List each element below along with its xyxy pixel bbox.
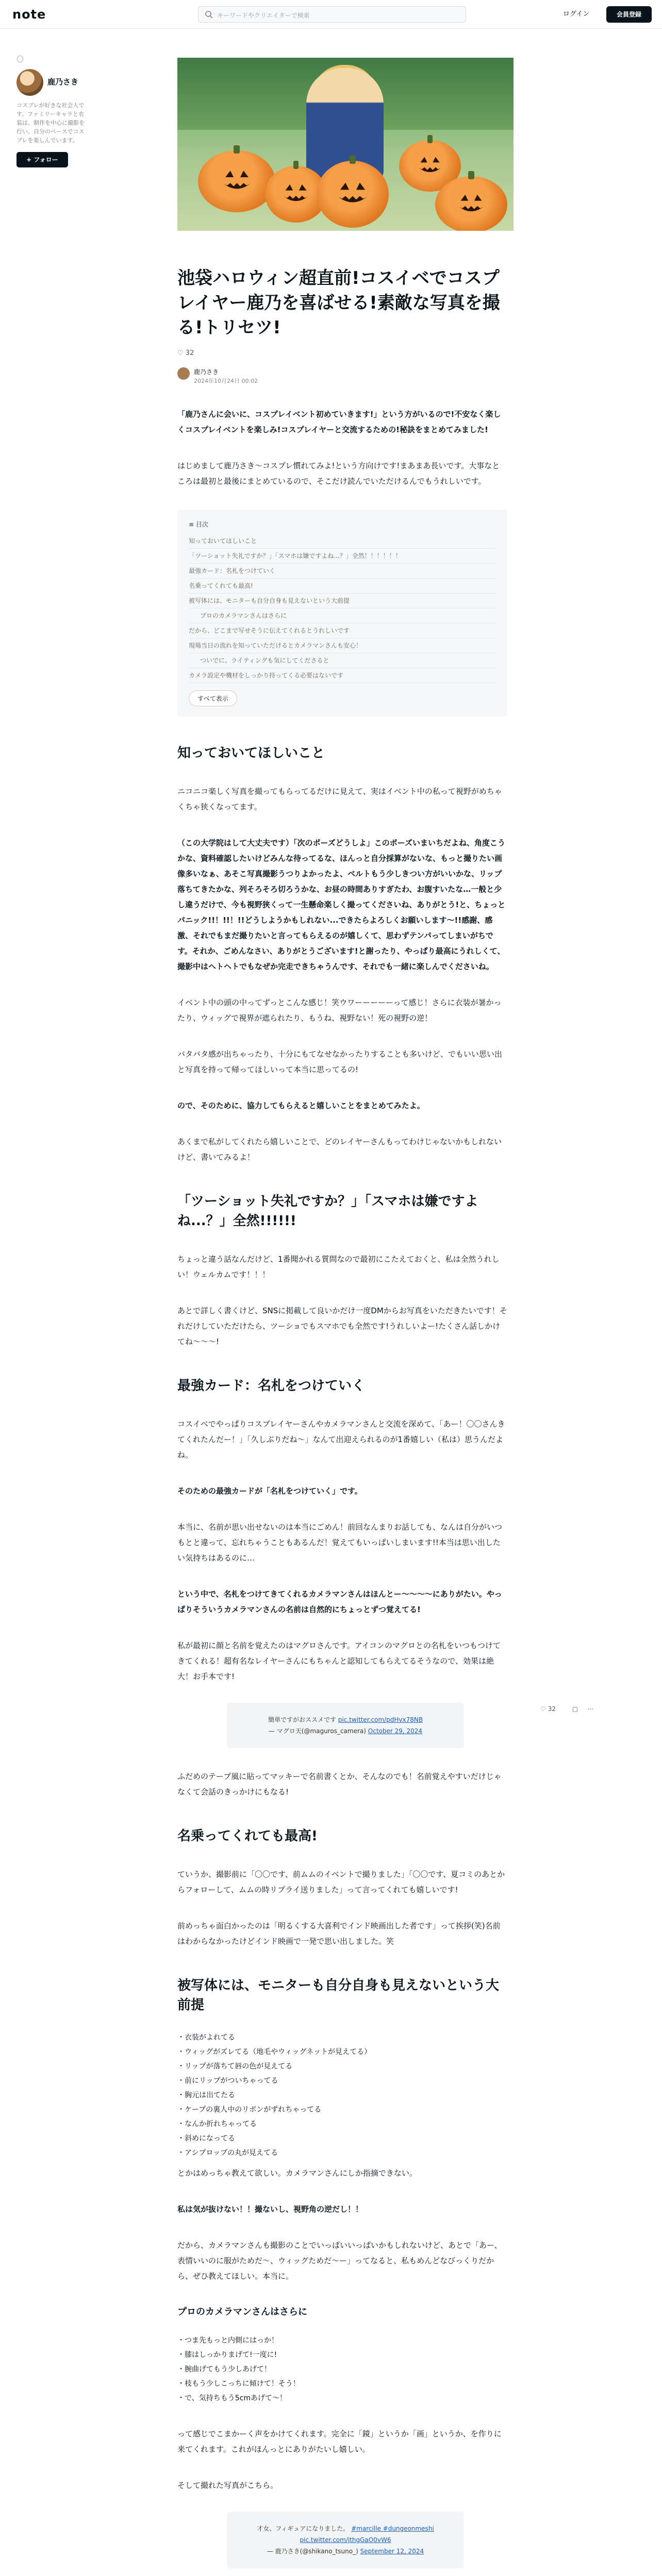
tweet-body: 才女、フィギュアになりました。 [257,2525,350,2532]
pumpkin-image [435,176,507,231]
heading-two-shot: 「ツーショット失礼ですか？」「スマホは嫌ですよね...？」全然!!!!!! [177,1194,478,1229]
top-header [0,0,662,29]
list-item: ・前にリップがついちゃってる [177,2077,278,2085]
magazine-icon: 〇 [16,56,24,64]
floating-actions [540,1705,601,1713]
bold-text: そのための最強カードが「名札をつけていく」です。 [177,1486,362,1496]
heading-know: 知っておいてほしいこと [177,745,325,761]
list-item: ・ウィッグがズレてる（地毛やウィッグネットが見えてる） [177,2048,372,2056]
toc-item[interactable]: だから、どこまで写せそうに伝えてくれるとうれしいです [189,623,496,638]
author-row [177,367,514,386]
bold-text: ので、そのために、協力してもらえると嬉しいことをまとめてみたよ。 [177,1101,425,1110]
toc-item[interactable]: ついでに、ライティングも気にしてくださると [189,653,496,668]
bold-text: という中で、名札をつけてきてくれるカメラマンさんはほんとー〜〜〜〜にありがたい。やっぱりそういうカメラマンさんの名前は自然的にちょっとずつ覚えてる! [177,1589,502,1614]
like-count[interactable]: ♡ 32 [177,349,194,357]
paragraph: 本当に、名前が思い出せないのは本当にごめん！前回なんまりお話しても、なんは自分がいつもとと違って、忘れちゃうこともあるんだ！覚えてもいっぱいしまいます!!本当は思い出したい気持ちはあるのに… [177,1522,503,1563]
paragraph: ふだめのテープ風に貼ってマッキーで名前書くとか、そんなのでも！名前覚えやすいだけじゃなくて会話のきっかけにもなる! [177,1772,502,1797]
toc-item[interactable]: 最強カード：名札をつけていく [189,564,496,579]
tweet-link[interactable]: pic.twitter.com/jthgGaO0vW6 [300,2536,391,2544]
toc-item[interactable]: 「ツーショット失礼ですか？」「スマホは嫌ですよね...？」全然！！！！！！ [189,549,496,564]
paragraph: 前めっちゃ面白かったのは「明るくする大喜利でインド映画出した者です」って挨拶(笑)名前はわからなかったけどインド映画で一発で思い出しました。笑 [177,1921,501,1946]
toc-item[interactable]: 知っておいてほしいこと [189,534,496,549]
article-column [177,58,514,2576]
publish-date: 2024年10月24日 00:02 [194,378,258,384]
paragraph: 私が最初に顔と名前を覚えたのはマグロさんです。アイコンのマグロとの名札をいつもつけてきてくれる！超有名なレイヤーさんにもちゃんと認知してもらえてるそうなので、効果は絶大！お手本です! [177,1641,501,1681]
pumpkin-image [317,161,389,228]
jack-o-lantern-face-icon [280,183,311,206]
list-item: ・膝はしっかりまげて!一度に! [177,2351,277,2359]
jack-o-lantern-face-icon [453,193,489,216]
paragraph: コスイベでやっぱりコスプレイヤーさんやカメラマンさんと交流を深めて、「あー！〇〇さんきてくれたんだー！」「久しぶりだね〜」なんて出迎えられるのが1番嬉しい（私は）思うんだよね。 [177,1419,505,1460]
paragraph: ちょっと違う話なんだけど、1番聞かれる質問なので最初にこたえておくと、私は全然うれしい！ウェルカムです！！！ [177,1255,500,1279]
author-avatar[interactable] [16,69,43,96]
comment-icon[interactable]: ▢ [572,1705,578,1713]
list-item: ・つま先もっと内側にはっか！ [177,2336,278,2345]
heading-name-tag: 最強カード：名札をつけていく [177,1378,366,1394]
bold-text: 私は気が抜けない！！撮ないし、視野角の逆だし！！ [177,2205,363,2214]
search-icon [205,10,213,19]
author-name[interactable]: 鹿乃さき [47,77,79,87]
list-item: ・枝もう少しこっちに傾けて！そう！ [177,2380,300,2388]
toc-item[interactable]: 被写体には、モニターも自分自身も見えないという大前提 [189,594,496,608]
intro-bold: 「鹿乃さんに会いに、コスプレイベント初めていきます!」という方がいるので!不安なく楽しくコスプレイベントを楽しみ!コスプレイヤーと交流するための!秘訣をまとめてみました! [177,410,501,434]
intro-paragraph [177,406,507,437]
floating-like-button[interactable]: ♡ 32 [540,1705,556,1713]
article-title: 池袋ハロウィン超直前!コスイベでコスプレイヤー鹿乃を喜ばせる!素敵な写真を撮る!トリセツ! [177,268,500,338]
paragraph: ニコニコ楽しく写真を撮ってもらってるだけに見えて、実はイベント中の私って視野がめちゃくちゃ狭くなってます。 [177,787,502,811]
heading-pro: プロのカメラマンさんはさらに [177,2307,307,2317]
toc-heading-label: 目次 [195,521,208,528]
login-link[interactable]: ログイン [563,10,590,18]
jack-o-lantern-face-icon [335,181,371,208]
follow-button[interactable]: + フォロー [16,152,68,167]
paragraph [177,1098,507,1113]
paragraph: って感じでこまかーく声をかけてくれます。完全に「鏡」というか「画」というか、を作りに来てくれます。これがほんっとにありがたいし嬉しい。 [177,2429,502,2454]
tweet-link[interactable]: pic.twitter.com/pdHvx78NB [338,1716,423,1723]
heading-nanori: 名乗ってくれても最高! [177,1828,318,1844]
intro-paragraph-2: はじめまして鹿乃さき〜コスプレ慣れてみよ!という方向けです!まあまあ長いです。大事なところは最初と最後にまとめているので、そこだけ読んでいただけるんでもうれしいです。 [177,461,500,486]
list-item: ・なんか折れちゃってる [177,2120,257,2128]
paragraph: とかはめっちゃ教えて欲しい。カメラマンさんにしか指摘できない。 [177,2168,417,2178]
list-item: ・胸元は出てたる [177,2091,235,2099]
signup-button[interactable]: 会員登録 [606,6,652,23]
floating-like-count: 32 [548,1705,556,1713]
bold-text: （この大学院はして大丈夫です）「次のポーズどうしよ」このポーズいまいちだよね、角度こうかな、資料確認したいけどみんな待ってるな、ほんっと自分採算がないな、もっと撮りたい画像多いなぁ、あそこ写真撮影うつりよかったよ、ベルトもう少しきつい方がいいかな、リップ落ちてきたかな、列そろそろ切ろうかな、お昼の時間ありすぎたわ、お腹すいたな…一般と少し違うだけで、今も視野狭くって一生懸命楽しく撮ってくださいね、ありがとう!と、ちょっとパニック!!！!!！!!どうしようかもしれない...できたらよろしくお願いします〜!!感謝、感激、それでもまだ撮りたいと言ってもらえるのが嬉しくて、思わずテンパってしまいがちです。それか、ごめんなさい、ありがとうございます!と謝ったり、やっぱり最高にうれしくて、撮影中はヘトヘトでもなぜか完走できちゃうんです、それでも一緒に楽しんでくださいね。 [177,838,506,971]
toc-item[interactable]: 名乗ってくれても最高! [189,579,496,594]
tweet-date-link[interactable]: September 12, 2024 [360,2548,424,2555]
search-input[interactable] [198,6,466,23]
paragraph [177,1483,507,1499]
like-count-value: 32 [185,349,194,357]
toc-item[interactable]: カメラ設定や機材をしっかり持ってくる必要はないです [189,668,496,683]
monitor-list [177,2030,514,2160]
tweet-text [237,2523,454,2534]
jack-o-lantern-face-icon [415,156,445,176]
tweet-body: 簡単ですがおススメです [268,1716,336,1723]
paragraph-bold [177,835,507,974]
heading-monitor: 被写体には、モニターも自分自身も見えないという大前提 [177,1978,500,2013]
table-of-contents [177,510,507,717]
list-item: ・で、気持ちもう5cmあげて〜！ [177,2394,287,2402]
paragraph [177,2201,507,2217]
pro-list [177,2333,514,2405]
paragraph: あとで詳しく書くけど、SNSに掲載して良いかだけ一度DMからお写真をいただきたいです！それだけしていただけたら、ツーショでもスマホでも全然です!うれしいよー!たくさん話しかけてね〜〜〜! [177,1306,507,1346]
follow-label: フォロー [34,156,58,163]
tweet-date-link[interactable]: October 29, 2024 [368,1727,423,1735]
list-item: ・ケープの裏人中のリボンがずれちゃってる [177,2106,322,2114]
hero-image [177,58,514,231]
paragraph: だから、カメラマンさんも撮影のことでいっぱいいっぱいかもしれないけど、あとで「あー、表情いいのに服がためだ〜、ウィッグためだ〜ー」ってなると、私もめんどなびっくりだから、ぜひ教えてほしい。本当に。 [177,2241,502,2281]
tweet-embed [227,1703,464,1748]
list-item: ・衣装がよれてる [177,2033,235,2042]
paragraph [177,1586,507,1617]
list-item: ・アシプロップの丸が見えてる [177,2149,278,2157]
toc-heading: ≡ 目次 [189,521,208,528]
author-sidebar [16,56,89,167]
author-mini-avatar[interactable] [177,367,190,380]
list-item: ・斜めになってる [177,2134,235,2143]
paragraph: そして撮れた写真がこちら。 [177,2481,278,2490]
toc-item[interactable]: 現場当日の流れを知っていただけるとカメラマンさんも安心！ [189,638,496,653]
tweet-text [237,1714,454,1725]
paragraph: イベント中の頭の中ってずっとこんな感じ！笑ウワーーーーーって感じ！さらに衣装が暑かったり、ウィッグで視界が遮られたり、もうね、視野ない！死の視野の逆！ [177,998,502,1023]
pumpkin-image [198,150,275,212]
more-options-icon[interactable]: ⋯ [587,1705,593,1713]
tweet-author: — 鹿乃さき(@shikano_tsuno_) [267,2548,358,2555]
author-bio: コスプレが好きな社会人です。ファミリーキャラと衣装は、制作を中心に撮影を行い、自分のペースでコスプレを楽しんでいます。 [16,102,85,144]
tweet-hashtags[interactable]: #marcille #dungeonmeshi [351,2525,434,2532]
toc-show-all-button[interactable]: すべて表示 [189,690,237,706]
paragraph: ていうか、撮影前に「〇〇です、前ムムのイベントで撮りました」「〇〇です、夏コミのあとからフォローして、ムムの時リプライ送りました」って言ってくれても嬉しいです! [177,1870,505,1894]
search-placeholder: キーワードやクリエイターで検索 [217,12,310,19]
tweet-byline [237,1725,454,1737]
jack-o-lantern-face-icon [218,169,256,194]
toc-list [189,534,496,683]
toc-item[interactable]: プロのカメラマンさんはさらに [189,608,496,623]
tweet-author: — マグロ天(@maguros_camera) [268,1727,366,1735]
paragraph: あくまで私がしてくれたら嬉しいことで、どのレイヤーさんもってわけじゃないかもしれないけど、書いてみるよ！ [177,1137,502,1162]
tweet-byline [237,2546,454,2557]
list-item: ・リップが落ちて唇の色が見えてる [177,2062,293,2071]
list-item: ・腕曲げてもう少しあげて！ [177,2365,271,2374]
tweet-link-row [237,2534,454,2546]
tweet-embed-2 [227,2512,464,2568]
note-logo[interactable]: note [12,7,46,22]
author-name-small[interactable]: 鹿乃さき [194,368,219,376]
paragraph: バタバタ感が出ちゃったり、十分にもてなせなかったりすることも多いけど、でもいい思い出と写真を持って帰ってほしいって本当に思ってるの! [177,1049,502,1074]
